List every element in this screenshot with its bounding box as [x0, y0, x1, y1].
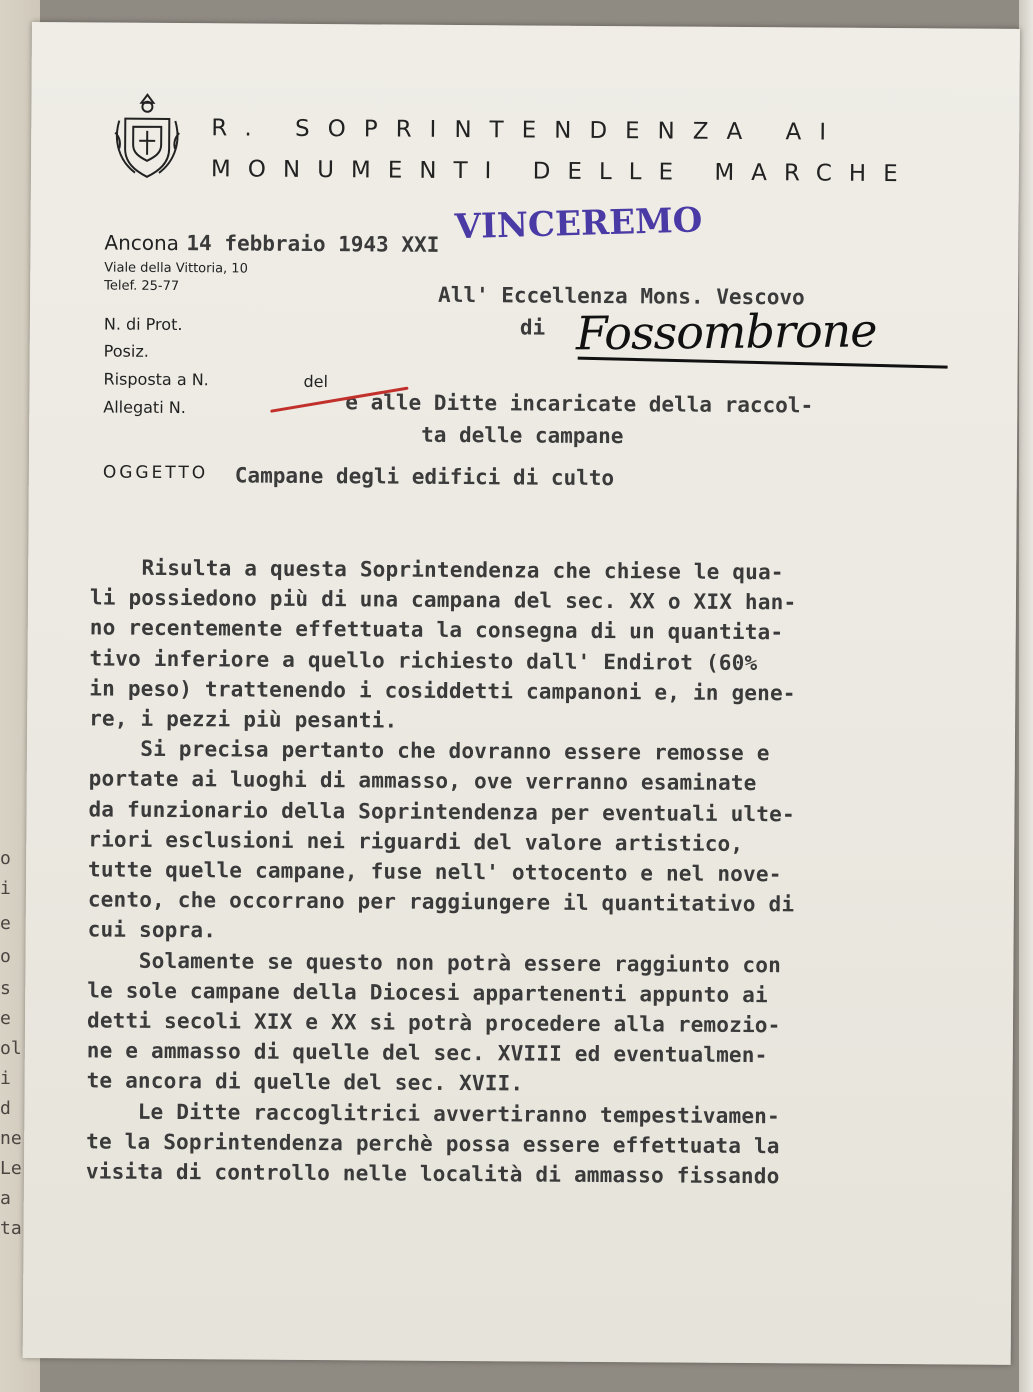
cc-line-2: ta delle campane — [421, 422, 624, 449]
field-del: del — [303, 371, 329, 392]
body-line: tutte quelle campane, fuse nell' ottocento e nel nove- — [88, 857, 782, 887]
underlying-fragment: ta — [0, 1218, 22, 1239]
underlying-fragment: Le — [0, 1158, 22, 1179]
underlying-fragment: d — [0, 1098, 11, 1119]
body-line: visita di controllo nelle località di ammasso fissando — [85, 1159, 780, 1189]
underlying-fragment: i — [0, 1068, 11, 1089]
body-line: riori esclusioni nei riguardi del valore artistico, — [88, 827, 744, 856]
underlying-fragment: ne — [0, 1128, 22, 1149]
body-line: Si precisa pertanto che dovranno essere remosse e — [88, 736, 770, 766]
right-page-edge — [1019, 0, 1033, 1392]
oggetto-text: Campane degli edifici di culto — [234, 463, 615, 491]
letterhead-line-2: MONUMENTI DELLE MARCHE — [210, 156, 915, 188]
body-line: re, i pezzi più pesanti. — [89, 706, 398, 733]
handwritten-city: Fossombrone — [575, 303, 877, 361]
underlying-fragment: o — [0, 848, 11, 869]
body-line: no recentemente effettuata la consegna di un quantita- — [89, 615, 784, 645]
address-phone: Telef. 25-77 — [104, 278, 180, 295]
underlying-fragment: a — [0, 1188, 11, 1209]
underlying-fragment: e — [0, 913, 11, 934]
letter-body — [86, 552, 990, 1193]
body-line: Risulta a questa Soprintendenza che chiese le qua- — [90, 555, 784, 585]
field-posiz: Posiz. — [103, 341, 149, 361]
place: Ancona — [104, 230, 180, 256]
field-prot: N. di Prot. — [103, 314, 183, 335]
field-allegati: Allegati N. — [103, 397, 186, 418]
date: 14 febbraio 1943 XXI — [186, 231, 440, 257]
underlying-fragment: o — [0, 946, 11, 967]
body-line: te ancora di quelle del sec. XVII. — [86, 1068, 524, 1096]
letterhead-line-1: R. SOPRINTENDENZA AI — [211, 115, 845, 146]
body-line: in peso) trattenendo i cosiddetti campanoni e, in gene- — [89, 676, 796, 706]
body-line: portate ai luoghi di ammasso, ove verranno esaminate — [88, 766, 757, 796]
underlying-fragment: ol — [0, 1038, 22, 1059]
oggetto-label: OGGETTO — [102, 462, 209, 484]
body-line: Solamente se questo non potrà essere raggiunto con — [87, 948, 782, 977]
body-line: cui sopra. — [87, 917, 217, 943]
letter-sheet — [23, 22, 1020, 1365]
recipient-line-1: All' Eccellenza Mons. Vescovo — [438, 282, 805, 310]
body-line: li possiedono più di una campana del sec. XX o XIX han- — [89, 585, 797, 615]
underlying-fragment: e — [0, 1008, 11, 1029]
body-line: cento, che occorrano per raggiungere il quantitativo di — [87, 887, 795, 917]
body-line: Le Ditte raccoglitrici avvertiranno tempestivamen- — [86, 1099, 780, 1128]
address-street: Viale della Vittoria, 10 — [104, 260, 248, 277]
vinceremo-stamp: VINCEREMO — [454, 200, 703, 248]
body-line: tivo inferiore a quello richiesto dall' Endirot (60% — [89, 646, 758, 675]
recipient-di: di — [519, 315, 546, 340]
body-line: ne e ammasso di quelle del sec. XVIII ed eventualmen- — [86, 1038, 768, 1068]
body-line: da funzionario della Soprintendenza per eventuali ulte- — [88, 797, 795, 826]
body-line: detti secoli XIX e XX si potrà procedere alla remozio- — [86, 1008, 781, 1038]
underlying-fragment: i — [0, 878, 11, 899]
royal-crest-icon — [111, 91, 184, 184]
field-risposta: Risposta a N. — [103, 369, 209, 390]
body-line: te la Soprintendenza perchè possa essere effettuata la — [86, 1129, 780, 1159]
cc-line-1: e alle Ditte incaricate della raccol- — [345, 390, 814, 418]
body-line: le sole campane della Diocesi appartenenti appunto ai — [87, 978, 768, 1008]
underlying-fragment: s — [0, 978, 11, 999]
